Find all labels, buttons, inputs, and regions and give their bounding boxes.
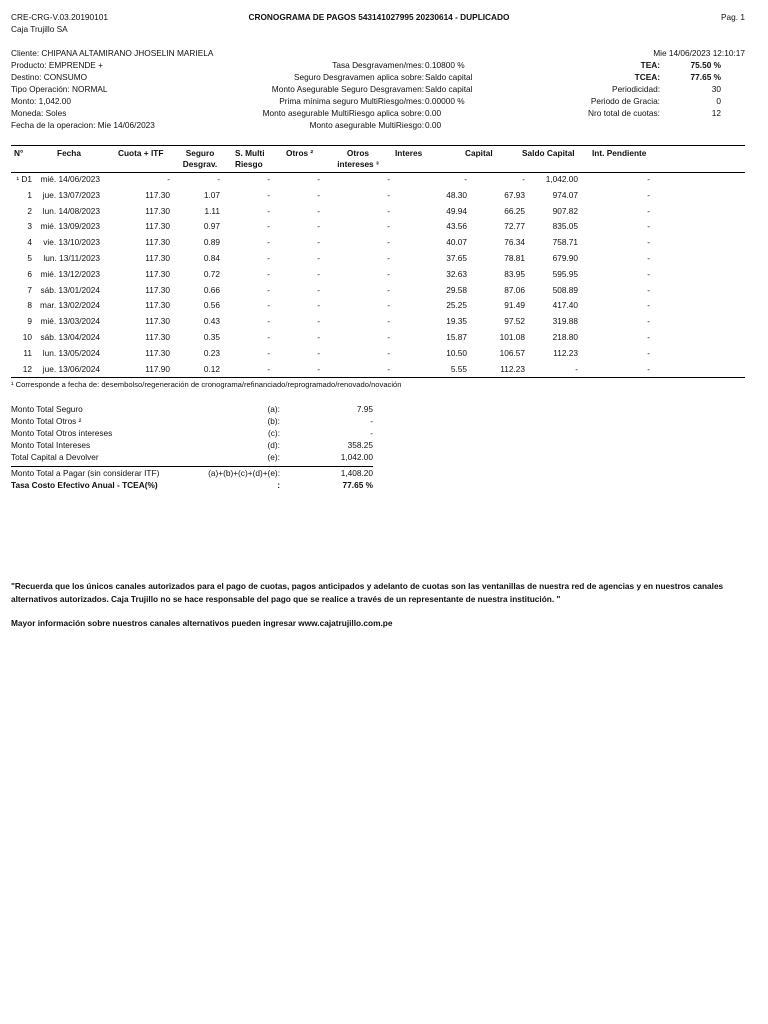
cell-intpend: - (647, 205, 650, 216)
cell-intpend: - (647, 174, 650, 184)
cell-saldo: 1,042.00 (545, 174, 578, 184)
cell-otrosint: - (387, 284, 390, 295)
cell-otrosint: - (387, 221, 390, 232)
cell-otrosint: - (387, 347, 390, 358)
cell-intpend: - (647, 316, 650, 327)
table-bottom-rule (11, 377, 745, 378)
cell-fecha: sáb. 13/01/2024 (40, 284, 100, 295)
insurance-label: Monto Asegurable Seguro Desgravamen: (271, 84, 424, 94)
cell-cuota: 117.30 (145, 253, 170, 263)
cell-fecha: mar. 13/02/2024 (40, 300, 100, 311)
cell-n: 6 (27, 268, 32, 279)
cell-cuota: 117.30 (145, 284, 170, 295)
currency: Moneda: Soles (11, 108, 67, 118)
cell-interes: 10.50 (446, 347, 467, 358)
cell-n: 7 (27, 284, 32, 295)
cell-otrosint: - (387, 253, 390, 263)
totals-rule (11, 466, 373, 467)
total-value: 358.25 (347, 440, 373, 450)
total-label: Monto Total Otros intereses (11, 428, 113, 438)
col-header-capital: Capital (465, 148, 493, 158)
cell-otrosint: - (387, 300, 390, 311)
cell-seguro: 1.07 (203, 189, 220, 200)
cell-n: ¹ D1 (16, 174, 32, 184)
cell-capital: - (522, 174, 525, 184)
rate-label: Periodo de Gracia: (590, 96, 660, 106)
cell-saldo: 835.05 (552, 221, 578, 232)
total-label: Monto Total Seguro (11, 404, 83, 414)
cell-cuota: 117.30 (145, 300, 170, 311)
cell-intpend: - (647, 284, 650, 295)
company-name: Caja Trujillo SA (11, 24, 68, 34)
cell-interes: 5.55 (450, 363, 467, 374)
cell-otrosint: - (387, 332, 390, 342)
col-header-otros: Otros ² (286, 148, 314, 158)
cell-smulti: - (267, 284, 270, 295)
cell-fecha: mié. 14/06/2023 (40, 174, 100, 184)
total-value: - (370, 428, 373, 438)
cell-smulti: - (267, 300, 270, 311)
cell-cuota: 117.30 (145, 205, 170, 216)
page-number: Pag. 1 (721, 12, 745, 22)
page-title: CRONOGRAMA DE PAGOS 543141027995 20230614 - DUPLICADO (248, 12, 510, 22)
table-footnote: ¹ Corresponde a fecha de: desembolso/regeneración de cronograma/refinanciado/reprogramado/renovado/novación (11, 380, 402, 389)
col-header-smulti-line2: Riesgo (235, 159, 263, 169)
cell-n: 2 (27, 205, 32, 216)
insurance-label: Tasa Desgravamen/mes: (332, 60, 424, 70)
rate-value: 75.50 % (690, 60, 721, 70)
rate-value: 77.65 % (690, 72, 721, 82)
cell-otros: - (317, 268, 320, 279)
cell-interes: 43.56 (446, 221, 467, 232)
cell-n: 1 (27, 189, 32, 200)
cell-seguro: 0.66 (203, 284, 220, 295)
cell-cuota: 117.90 (145, 363, 170, 374)
cell-otros: - (317, 221, 320, 232)
cell-n: 3 (27, 221, 32, 232)
rate-value: 30 (711, 84, 721, 94)
cell-otros: - (317, 332, 320, 342)
cell-saldo: 679.90 (552, 253, 578, 263)
product: Producto: EMPRENDE + (11, 60, 103, 70)
cell-cuota: 117.30 (145, 332, 170, 342)
total-value: 1,408.20 (340, 468, 373, 478)
total-code: (b): (267, 416, 280, 426)
col-header-otros-intereses-line1: Otros (346, 148, 370, 158)
total-label: Monto Total Otros ² (11, 416, 82, 426)
cell-seguro: 1.11 (204, 205, 220, 216)
cell-saldo: 758.71 (552, 237, 578, 248)
cell-otros: - (317, 189, 320, 200)
cell-saldo: 595.95 (552, 268, 578, 279)
cell-otros: - (317, 300, 320, 311)
col-header-saldo: Saldo Capital (522, 148, 575, 158)
cell-capital: 112.23 (500, 363, 525, 374)
insurance-value: 0.00 (425, 108, 442, 118)
cell-fecha: mié. 13/12/2023 (40, 268, 100, 279)
cell-fecha: lun. 13/05/2024 (42, 347, 100, 358)
insurance-label: Seguro Desgravamen aplica sobre: (293, 72, 424, 82)
cell-otrosint: - (387, 268, 390, 279)
cell-smulti: - (267, 237, 270, 248)
total-code: (a)+(b)+(c)+(d)+(e): (208, 468, 280, 478)
cell-n: 11 (23, 347, 32, 358)
alternative-channels-info: Mayor información sobre nuestros canales alternativos pueden ingresar www.cajatrujillo.com.pe (11, 618, 393, 628)
cell-saldo: 974.07 (552, 189, 578, 200)
col-header-seguro (178, 148, 222, 170)
cell-capital: 67.93 (504, 189, 525, 200)
client-name: Cliente: CHIPANA ALTAMIRANO JHOSELIN MARIELA (11, 48, 214, 58)
cell-smulti: - (267, 347, 270, 358)
cell-seguro: 0.97 (203, 221, 220, 232)
cell-otros: - (317, 205, 320, 216)
table-top-rule (11, 145, 745, 146)
cell-fecha: vie. 13/10/2023 (43, 237, 100, 248)
cell-capital: 76.34 (504, 237, 525, 248)
cell-seguro: 0.56 (203, 300, 220, 311)
total-value: 1,042.00 (340, 452, 373, 462)
insurance-label: Prima mínima seguro MultiRiesgo/mes: (279, 96, 424, 106)
total-code: (e): (267, 452, 280, 462)
cell-intpend: - (647, 221, 650, 232)
cell-cuota: 117.30 (145, 316, 170, 327)
cell-interes: 32.63 (446, 268, 467, 279)
cell-saldo: 319.88 (552, 316, 578, 327)
total-label: Tasa Costo Efectivo Anual - TCEA(%) (11, 480, 158, 490)
cell-interes: 40.07 (446, 237, 467, 248)
col-header-int-pendiente: Int. Pendiente (592, 148, 647, 158)
cell-otrosint: - (387, 363, 390, 374)
cell-cuota: 117.30 (145, 189, 170, 200)
col-header-otros-intereses (330, 148, 386, 170)
rate-label: Periodicidad: (612, 84, 660, 94)
cell-otros: - (317, 253, 320, 263)
cell-smulti: - (267, 332, 270, 342)
cell-smulti: - (267, 189, 270, 200)
cell-capital: 87.06 (504, 284, 525, 295)
insurance-value: 0.00000 % (425, 96, 465, 106)
cell-otrosint: - (387, 205, 390, 216)
cell-saldo: 508.89 (552, 284, 578, 295)
cell-n: 5 (27, 253, 32, 263)
cell-intpend: - (647, 363, 650, 374)
cell-seguro: 0.72 (203, 268, 220, 279)
cell-capital: 78.81 (504, 253, 525, 263)
total-code: (a): (267, 404, 280, 414)
cell-otrosint: - (387, 237, 390, 248)
cell-smulti: - (267, 221, 270, 232)
cell-otrosint: - (387, 174, 390, 184)
insurance-value: Saldo capital (425, 84, 473, 94)
total-value: 7.95 (356, 404, 373, 414)
insurance-value: 0.10800 % (425, 60, 465, 70)
rate-value: 12 (711, 108, 721, 118)
table-header-rule (11, 172, 745, 173)
insurance-value: 0.00 (425, 120, 442, 130)
cell-seguro: 0.84 (203, 253, 220, 263)
cell-fecha: lun. 13/11/2023 (43, 253, 100, 263)
cell-capital: 83.95 (504, 268, 525, 279)
cell-cuota: 117.30 (145, 347, 170, 358)
cell-smulti: - (267, 205, 270, 216)
rate-label: TEA: (640, 60, 660, 70)
cell-cuota: 117.30 (145, 268, 170, 279)
col-header-smulti (235, 148, 265, 170)
cell-n: 10 (22, 332, 32, 342)
cell-interes: - (464, 174, 467, 184)
cell-interes: 49.94 (446, 205, 467, 216)
cell-smulti: - (267, 363, 270, 374)
rate-label: TCEA: (634, 72, 660, 82)
insurance-label: Monto asegurable MultiRiesgo: (309, 120, 424, 130)
cell-capital: 66.25 (504, 205, 525, 216)
cell-saldo: 218.80 (552, 332, 578, 342)
cell-interes: 19.35 (446, 316, 467, 327)
destination: Destino: CONSUMO (11, 72, 88, 82)
cell-capital: 72.77 (504, 221, 525, 232)
cell-intpend: - (647, 347, 650, 358)
cell-n: 4 (27, 237, 32, 248)
cell-saldo: 112.23 (553, 347, 578, 358)
col-header-seguro-line2: Desgrav. (182, 159, 218, 169)
total-label: Total Capital a Devolver (11, 452, 99, 462)
cell-otros: - (317, 347, 320, 358)
cell-fecha: mié. 13/09/2023 (40, 221, 100, 232)
cell-interes: 25.25 (446, 300, 467, 311)
total-code: : (277, 480, 280, 490)
rate-label: Nro total de cuotas: (588, 108, 660, 118)
cell-otros: - (317, 237, 320, 248)
cell-seguro: 0.12 (203, 363, 220, 374)
col-header-fecha: Fecha (57, 148, 81, 158)
cell-intpend: - (647, 300, 650, 311)
operation-type: Tipo Operación: NORMAL (11, 84, 108, 94)
col-header-seguro-line1: Seguro (185, 148, 215, 158)
cell-intpend: - (647, 268, 650, 279)
total-value: - (370, 416, 373, 426)
cell-fecha: lun. 14/08/2023 (42, 205, 100, 216)
col-header-otros-intereses-line2: intereses ³ (337, 159, 379, 169)
cell-capital: 91.49 (504, 300, 525, 311)
payment-channels-warning: "Recuerda que los únicos canales autorizados para el pago de cuotas, pagos anticipados y adelanto de cuotas son las ventanillas de nuestra red de agencias y en nuestros canales alternativos autorizados. Caja Trujillo no se hace responsable del pago que se realice a través de un representante de nuestra institución. " (11, 581, 724, 604)
cell-intpend: - (647, 237, 650, 248)
cell-cuota: - (167, 174, 170, 184)
cell-otros: - (317, 174, 320, 184)
cell-cuota: 117.30 (145, 237, 170, 248)
cell-interes: 29.58 (446, 284, 467, 295)
cell-capital: 106.57 (499, 347, 525, 358)
cell-otros: - (317, 363, 320, 374)
cell-seguro: - (217, 174, 220, 184)
cell-n: 8 (27, 300, 32, 311)
operation-date: Fecha de la operacion: Mie 14/06/2023 (11, 120, 155, 130)
col-header-cuota: Cuota + ITF (118, 148, 164, 158)
cell-smulti: - (267, 174, 270, 184)
insurance-value: Saldo capital (425, 72, 473, 82)
cell-capital: 97.52 (504, 316, 525, 327)
cell-n: 9 (27, 316, 32, 327)
cell-saldo: 907.82 (552, 205, 578, 216)
col-header-smulti-line1: S. Multi (235, 148, 265, 158)
cell-interes: 15.87 (446, 332, 467, 342)
cell-capital: 101.08 (499, 332, 525, 342)
cell-fecha: jue. 13/06/2024 (42, 363, 100, 374)
document-code: CRE-CRG-V.03.20190101 (11, 12, 109, 22)
cell-interes: 37.65 (446, 253, 467, 263)
cell-smulti: - (267, 268, 270, 279)
cell-fecha: jue. 13/07/2023 (42, 189, 100, 200)
cell-smulti: - (267, 316, 270, 327)
cell-otros: - (317, 284, 320, 295)
cell-otrosint: - (387, 316, 390, 327)
cell-fecha: mié. 13/03/2024 (40, 316, 100, 327)
cell-seguro: 0.89 (203, 237, 220, 248)
cell-seguro: 0.43 (203, 316, 220, 327)
total-label: Monto Total Intereses (11, 440, 91, 450)
cell-seguro: 0.35 (203, 332, 220, 342)
cell-intpend: - (647, 253, 650, 263)
cell-saldo: - (575, 363, 578, 374)
cell-saldo: 417.40 (552, 300, 578, 311)
insurance-label: Monto asegurable MultiRiesgo aplica sobre: (262, 108, 424, 118)
amount: Monto: 1,042.00 (11, 96, 71, 106)
cell-interes: 48.30 (446, 189, 467, 200)
cell-intpend: - (647, 332, 650, 342)
issue-datetime: Mie 14/06/2023 12:10:17 (653, 48, 745, 58)
cell-smulti: - (267, 253, 270, 263)
total-code: (d): (267, 440, 280, 450)
total-label: Monto Total a Pagar (sin considerar ITF) (11, 468, 160, 478)
cell-n: 12 (22, 363, 32, 374)
cell-fecha: sáb. 13/04/2024 (40, 332, 100, 342)
rate-value: 0 (716, 96, 721, 106)
col-header-interes: Interes (395, 148, 423, 158)
cell-seguro: 0.23 (203, 347, 220, 358)
total-value: 77.65 % (342, 480, 373, 490)
cell-otros: - (317, 316, 320, 327)
cell-otrosint: - (387, 189, 390, 200)
col-header-n: N° (14, 148, 24, 158)
total-code: (c): (268, 428, 280, 438)
cell-cuota: 117.30 (145, 221, 170, 232)
cell-intpend: - (647, 189, 650, 200)
